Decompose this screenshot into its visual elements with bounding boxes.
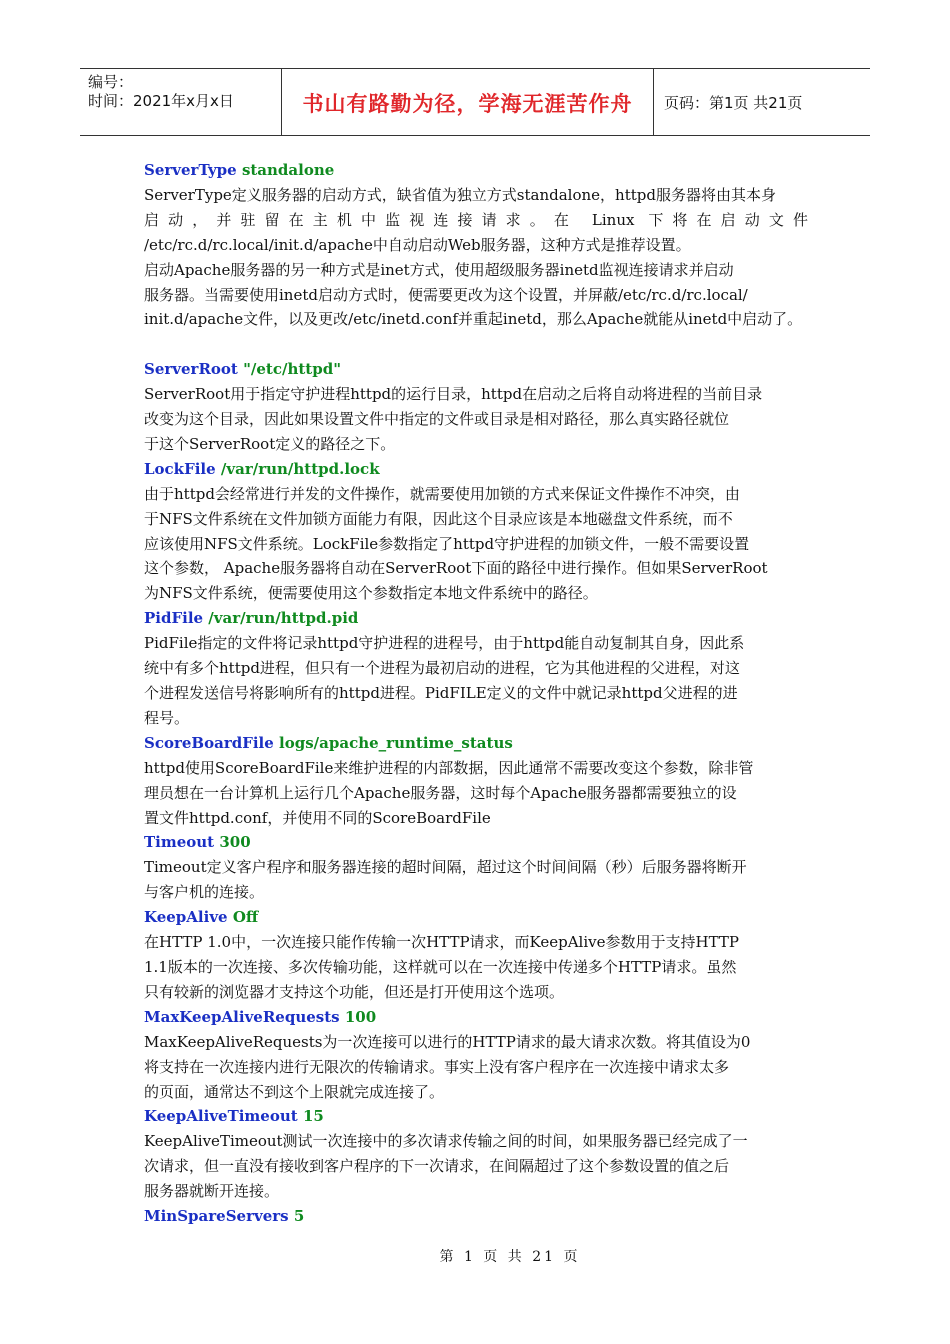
directive-name: PidFile xyxy=(144,609,204,628)
description-line: ServerRoot用于指定守护进程httpd的运行目录，httpd在启动之后将自动将进程的当前目录 xyxy=(144,385,763,404)
description-line: 改变为这个目录，因此如果设置文件中指定的文件或目录是相对路径，那么真实路径就位 xyxy=(144,410,730,429)
description-line: 这个参数， Apache服务器将自动在ServerRoot下面的路径中进行操作。但如果ServerRoot xyxy=(144,559,768,578)
page-header xyxy=(80,68,870,136)
page-footer: 第 1 页 共 21 页 xyxy=(439,1249,581,1265)
directive-name: MinSpareServers xyxy=(144,1207,289,1226)
directive-name: ScoreBoardFile xyxy=(144,733,274,752)
document-body xyxy=(144,158,808,1229)
directive-value: /var/run/httpd.pid xyxy=(208,609,359,628)
config-sections xyxy=(144,158,808,1229)
directive-heading xyxy=(144,357,808,382)
document-time: 时间：2021年x月x日 xyxy=(88,92,234,110)
document-number-label: 编号： xyxy=(88,73,134,91)
description-line: 统中有多个httpd进程，但只有一个进程为最初启动的进程，它为其他进程的父进程，对这 xyxy=(144,659,740,678)
description-line: 个进程发送信号将影响所有的httpd进程。PidFILE定义的文件中就记录httpd父进程的进 xyxy=(144,684,738,703)
directive-heading xyxy=(144,457,808,482)
description-line: 理员想在一台计算机上运行几个Apache服务器，这时每个Apache服务器都需要独立的设 xyxy=(144,783,737,802)
description-line: init.d/apache文件，以及更改/etc/inetd.conf并重起inetd，那么Apache就能从inetd中启动了。 xyxy=(144,310,803,329)
description-line: 在HTTP 1.0中，一次连接只能作传输一次HTTP请求，而KeepAlive参数用于支持HTTP xyxy=(144,933,739,952)
description-line: httpd使用ScoreBoardFile来维护进程的内部数据，因此通常不需要改变这个参数，除非管 xyxy=(144,758,754,777)
description-line: 为NFS文件系统，便需要使用这个参数指定本地文件系统中的路径。 xyxy=(144,584,598,603)
description-line: 于这个ServerRoot定义的路径之下。 xyxy=(144,434,396,453)
description-line: 将支持在一次连接内进行无限次的传输请求。事实上没有客户程序在一次连接中请求太多 xyxy=(144,1057,730,1076)
description-line: 的页面，通常达不到这个上限就完成连接了。 xyxy=(144,1082,445,1101)
directive-name: KeepAlive xyxy=(144,908,228,927)
directive-value: standalone xyxy=(241,161,335,179)
directive-heading xyxy=(144,1204,808,1229)
description-line: PidFile指定的文件将记录httpd守护进程的进程号，由于httpd能自动复制其自身，因此系 xyxy=(144,634,745,653)
description-line: Timeout定义客户程序和服务器连接的超时间隔，超过这个时间间隔（秒）后服务器将断开 xyxy=(144,858,747,877)
directive-heading xyxy=(144,830,808,855)
description-line: ServerType定义服务器的启动方式，缺省值为独立方式standalone，httpd服务器将由其本身 xyxy=(144,185,776,204)
directive-heading xyxy=(144,1104,808,1129)
description-line: 程号。 xyxy=(144,708,190,727)
directive-heading xyxy=(144,1005,808,1030)
description-line: 服务器就断开连接。 xyxy=(144,1182,280,1201)
directive-heading xyxy=(144,158,808,183)
directive-name: MaxKeepAliveRequests xyxy=(144,1007,340,1026)
description-line: 于NFS文件系统在文件加锁方面能力有限，因此这个目录应该是本地磁盘文件系统，而不 xyxy=(144,509,733,528)
description-line: MaxKeepAliveRequests为一次连接可以进行的HTTP请求的最大请求次数。将其值设为0 xyxy=(144,1032,751,1051)
directive-value: 5 xyxy=(293,1207,305,1226)
directive-name: Timeout xyxy=(144,833,215,852)
header-meta xyxy=(80,69,282,135)
directive-value: Off xyxy=(232,908,259,927)
directive-value: logs/apache_runtime_status xyxy=(279,733,513,752)
directive-name: LockFile xyxy=(144,459,216,478)
description-line: 置文件httpd.conf，并使用不同的ScoreBoardFile xyxy=(144,808,491,827)
directive-name: KeepAliveTimeout xyxy=(144,1107,298,1126)
directive-heading xyxy=(144,731,808,756)
description-line: 由于httpd会经常进行并发的文件操作，就需要使用加锁的方式来保证文件操作不冲突，由 xyxy=(144,484,740,503)
description-line: 启动，并驻留在主机中监视连接请求。在 Linux 下将在启动文件 xyxy=(144,210,808,229)
directive-heading xyxy=(144,606,808,631)
directive-value: 15 xyxy=(302,1107,324,1126)
description-line: 1.1版本的一次连接、多次传输功能，这样就可以在一次连接中传递多个HTTP请求。虽然 xyxy=(144,957,737,976)
description-line: /etc/rc.d/rc.local/init.d/apache中自动启动Web服务器，这种方式是推荐设置。 xyxy=(144,235,691,254)
directive-heading xyxy=(144,905,808,930)
directive-value: /var/run/httpd.lock xyxy=(220,459,380,478)
section-spacer xyxy=(144,332,808,357)
description-line: KeepAliveTimeout测试一次连接中的多次请求传输之间的时间，如果服务器已经完成了一 xyxy=(144,1132,748,1151)
directive-value: "/etc/httpd" xyxy=(243,360,342,379)
directive-name: ServerType xyxy=(144,161,237,179)
description-line: 启动Apache服务器的另一种方式是inet方式，使用超级服务器inetd监视连接请求并启动 xyxy=(144,260,734,279)
description-line: 次请求，但一直没有接收到客户程序的下一次请求，在间隔超过了这个参数设置的值之后 xyxy=(144,1157,730,1176)
directive-value: 100 xyxy=(344,1007,377,1026)
directive-name: ServerRoot xyxy=(144,360,238,379)
directive-value: 300 xyxy=(219,833,251,852)
header-page-info: 页码：第1页 共21页 xyxy=(664,93,803,112)
description-line: 服务器。当需要使用inetd启动方式时，便需要更改为这个设置，并屏蔽/etc/rc.d/rc.local/ xyxy=(144,285,748,304)
description-line: 与客户机的连接。 xyxy=(144,883,265,902)
header-motto: 书山有路勤为径，学海无涯苦作舟 xyxy=(282,69,654,135)
description-line: 应该使用NFS文件系统。LockFile参数指定了httpd守护进程的加锁文件，一般不需要设置 xyxy=(144,534,750,553)
description-line: 只有较新的浏览器才支持这个功能，但还是打开使用这个选项。 xyxy=(144,982,565,1001)
